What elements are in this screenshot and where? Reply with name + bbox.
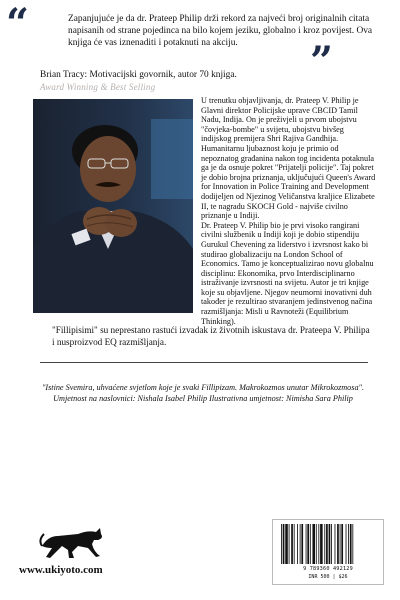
publisher-url: www.ukiyoto.com xyxy=(19,564,103,576)
author-photo xyxy=(33,99,193,313)
bio-paragraph: U trenutku objavljivanja, dr. Prateep V. Philip je Glavni direktor Policijske uprave CBCID Tamil Nadu, Indija. On je preživjeli u prvom ubojstvu "čovjeka-bombe" u svijetu, ubojstvu bivšeg indijskog premijera Shri Rajiva Gandhija. Humanitarnu ljubaznost koju je primio od nepoznatog građanina nakon tog incidenta potaknula ga je da osnuje pokret "Prijatelji policije". Taj pokret je dobio brojna priznanja, uključujući Queen's Award for Innovation in Police Training and Development dodijeljen od Njezinog Veličanstva kraljice Elizabete II, te nagradu SKOCH Gold - najviše civilno priznanje u Indiji. xyxy=(201,96,376,221)
back-cover-quote: Zapanjujuće je da dr. Prateep Philip drži rekord za najveći broj originalnih citata napisanih od strane pojedinca na bilo kojem jeziku, globalno i kroz povijest. Ova knjiga će vas iznenaditi i potaknuti na akciju. xyxy=(68,14,373,48)
barcode-bar xyxy=(310,524,311,564)
barcode-bar xyxy=(285,524,288,564)
price-label: INR 500 | $26 xyxy=(308,574,348,580)
barcode-bar xyxy=(291,524,293,564)
barcode-bar xyxy=(318,524,319,564)
barcode-bar xyxy=(281,524,282,564)
fillipisimi-description: "Fillipisimi" su neprestano rastući izvadak iz životnih iskustava dr. Prateepa V. Philipa i nusproizvod EQ razmišljanja. xyxy=(52,325,370,347)
barcode-bar xyxy=(300,524,301,564)
barcode-bar xyxy=(335,524,336,564)
barcode-bar xyxy=(297,524,298,564)
barcode-bar xyxy=(307,524,309,564)
barcode-bar xyxy=(324,524,325,564)
barcode-bar xyxy=(312,524,315,564)
open-quote-icon: “ xyxy=(6,0,30,47)
barcode-bar xyxy=(294,524,295,564)
award-tagline: Award Winning & Best Selling xyxy=(40,82,156,92)
barcode-bar xyxy=(341,524,343,564)
barcode-bar xyxy=(326,524,328,564)
barcode-bar xyxy=(348,524,349,564)
barcode-bar xyxy=(350,524,352,564)
barcode-bar xyxy=(329,524,331,564)
isbn-digits: 9 789360 492129 xyxy=(303,566,353,572)
barcode-bar xyxy=(289,524,290,564)
author-biography xyxy=(201,96,376,326)
isbn-barcode xyxy=(272,519,384,585)
barcode-bar xyxy=(331,524,332,564)
bio-paragraph: Dr. Prateep V. Philip bio je prvi visoko rangirani civilni službenik u Indiji koji je dobio stipendiju Gurukul Chevening za liderstvo i izvrsnost kako bi studirao globalizaciju na London School of Economics. Tamo je konceptualizirao novu globalnu disciplinu: Ekonomika, prvo Interdisciplinarno istraživanje izvrsnosti na svijetu. Autor je tri knjige koje su objavljene. Njegov neumorni inovativni duh također je rezultirao stvaranjem jedinstvenog načina razmišljanja: Misli u Ravnoteži (Equilibrium Thinking). xyxy=(201,220,374,326)
barcode-bar xyxy=(337,524,339,564)
barcode-bar xyxy=(346,524,347,564)
credits-artists: Umjetnost na naslovnici: Nishala Isabel Philip Ilustrativna umjetnost: Nimisha Sara Philip xyxy=(53,393,353,403)
barcode-bar xyxy=(340,524,341,564)
barcode-bar xyxy=(320,524,323,564)
credits-tagline: "Istine Svemira, uhvaćene svjetlom koje je svaki Fillipizam. Makrokozmos unutar Mikrokozmosa". xyxy=(41,383,365,392)
barcode-bar xyxy=(316,524,317,564)
barcode-bar xyxy=(283,524,285,564)
close-quote-icon: ” xyxy=(310,38,334,85)
panther-logo-icon xyxy=(38,522,104,560)
barcode-bar xyxy=(352,524,353,564)
barcode-bar xyxy=(306,524,307,564)
quote-attribution: Brian Tracy: Motivacijski govornik, autor 70 knjiga. xyxy=(40,70,237,80)
cover-credits xyxy=(18,383,388,404)
divider xyxy=(40,362,368,363)
barcode-bar xyxy=(301,524,303,564)
